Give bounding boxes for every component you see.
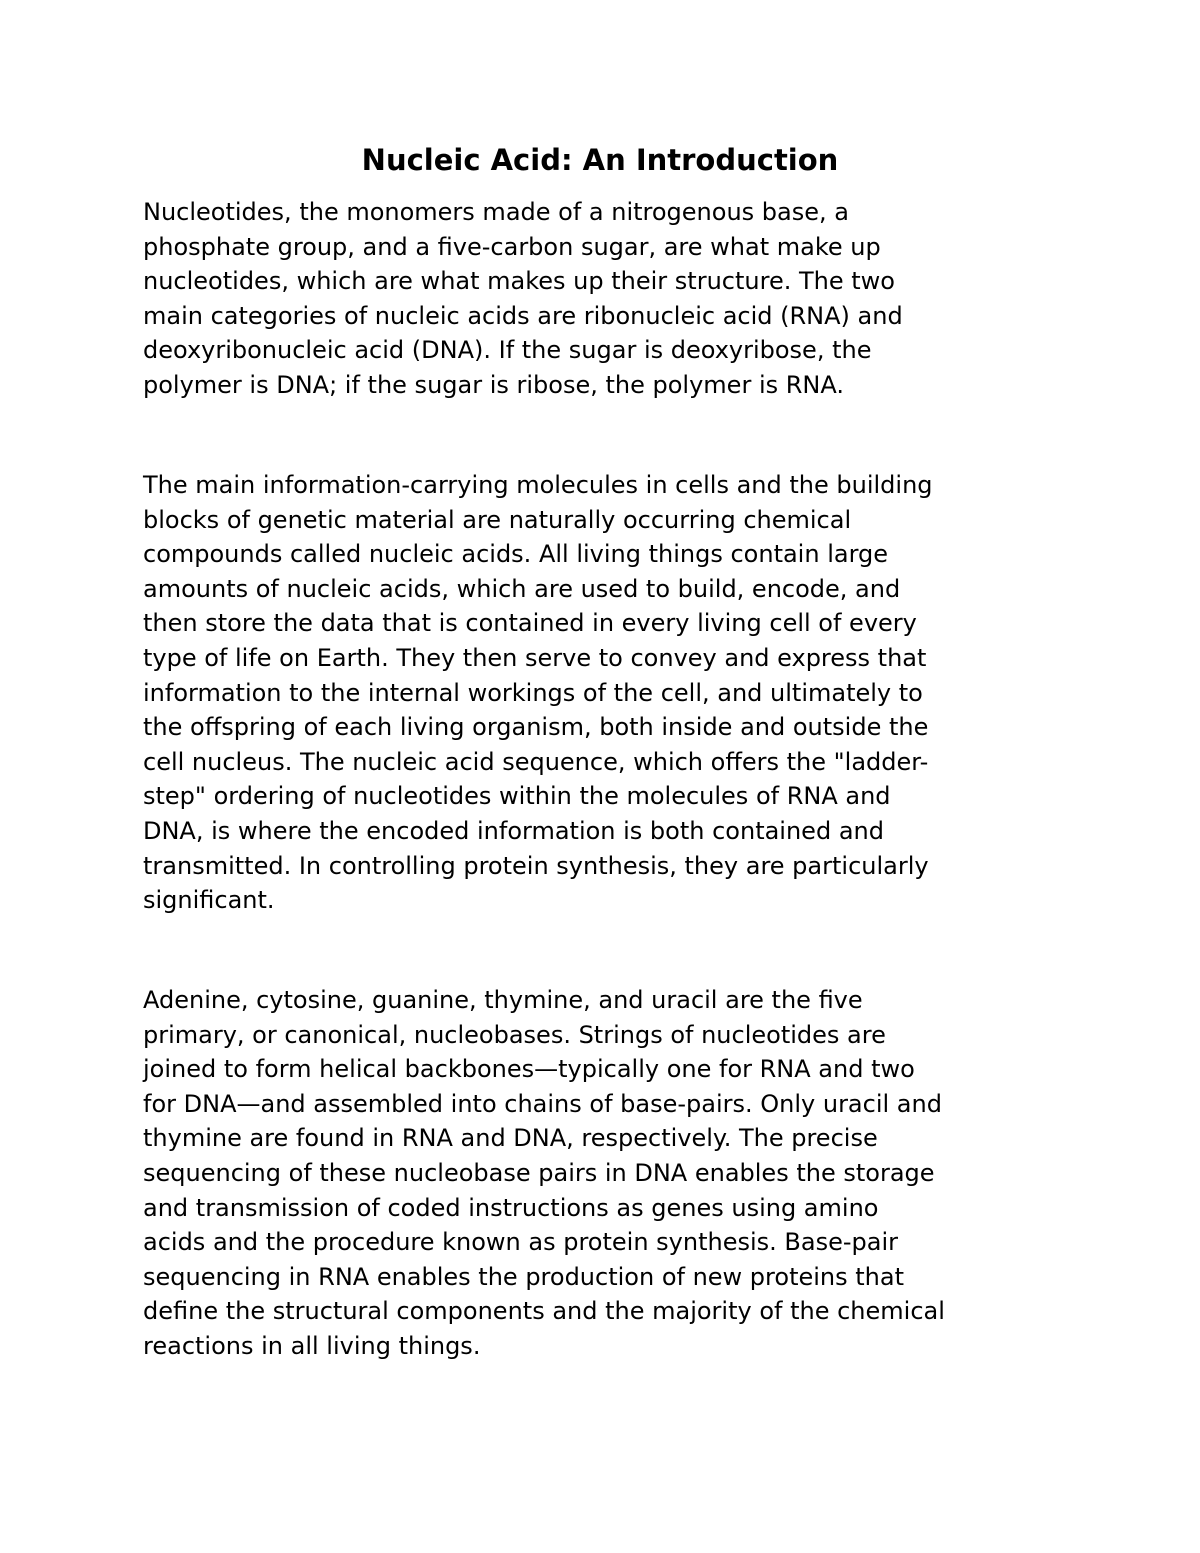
paragraph-line: nucleotides, which are what makes up their structure. The two	[143, 267, 895, 296]
paragraph-line: amounts of nucleic acids, which are used to build, encode, and	[143, 574, 901, 603]
paragraph-line: the offspring of each living organism, both inside and outside the	[143, 713, 929, 742]
paragraph-line: DNA, is where the encoded information is both contained and	[143, 816, 884, 845]
paragraph-line: compounds called nucleic acids. All living things contain large	[143, 540, 889, 569]
paragraph-3	[143, 983, 1073, 1364]
paragraph-line: The main information-carrying molecules in cells and the building	[143, 471, 933, 499]
paragraph-line: primary, or canonical, nucleobases. Strings of nucleotides are	[143, 1020, 886, 1049]
paragraph-line: phosphate group, and a five-carbon sugar, are what make up	[143, 232, 881, 261]
paragraph-line: thymine are found in RNA and DNA, respectively. The precise	[143, 1124, 878, 1153]
paragraph-line: and transmission of coded instructions as genes using amino	[143, 1193, 879, 1222]
paragraph-line: acids and the procedure known as protein synthesis. Base-pair	[143, 1228, 898, 1257]
document-title: Nucleic Acid: An Introduction	[361, 143, 839, 177]
paragraph-line: sequencing of these nucleobase pairs in DNA enables the storage	[143, 1158, 935, 1187]
paragraph-line: blocks of genetic material are naturally occurring chemical	[143, 505, 852, 534]
paragraph-line: reactions in all living things.	[143, 1331, 481, 1360]
paragraph-line: type of life on Earth. They then serve to convey and express that	[143, 643, 927, 672]
paragraph-line: Nucleotides, the monomers made of a nitrogenous base, a	[143, 198, 849, 226]
paragraph-line: define the structural components and the majority of the chemical	[143, 1297, 945, 1326]
paragraph-line: information to the internal workings of the cell, and ultimately to	[143, 678, 923, 707]
paragraph-line: sequencing in RNA enables the production of new proteins that	[143, 1262, 904, 1291]
paragraph-line: then store the data that is contained in every living cell of every	[143, 609, 917, 638]
paragraph-line: deoxyribonucleic acid (DNA). If the sugar is deoxyribose, the	[143, 336, 872, 365]
paragraph-1	[143, 195, 1073, 403]
paragraph-line: significant.	[143, 886, 275, 915]
paragraph-line: for DNA—and assembled into chains of base-pairs. Only uracil and	[143, 1089, 942, 1118]
paragraph-line: main categories of nucleic acids are ribonucleic acid (RNA) and	[143, 301, 903, 330]
paragraph-line: transmitted. In controlling protein synthesis, they are particularly	[143, 851, 929, 880]
paragraph-line: joined to form helical backbones—typically one for RNA and two	[143, 1055, 915, 1084]
paragraph-line: cell nucleus. The nucleic acid sequence, which offers the "ladder-	[143, 747, 929, 776]
paragraph-line: polymer is DNA; if the sugar is ribose, the polymer is RNA.	[143, 370, 844, 399]
paragraph-line: step" ordering of nucleotides within the molecules of RNA and	[143, 782, 891, 811]
paragraph-2	[143, 468, 1073, 918]
paragraph-line: Adenine, cytosine, guanine, thymine, and uracil are the five	[143, 986, 863, 1014]
